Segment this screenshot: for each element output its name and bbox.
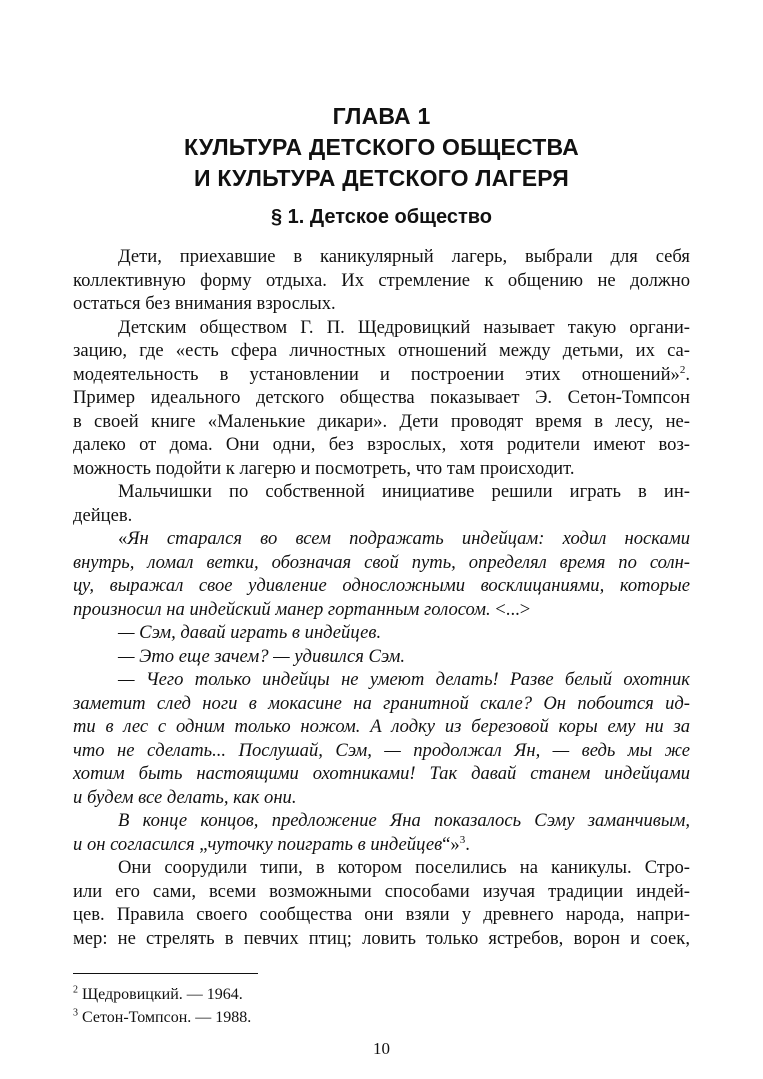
text-line: далеко от дома. Они одни, без взрослых, хотя родители имеют воз- bbox=[73, 434, 690, 455]
footnote-divider bbox=[73, 973, 258, 974]
text-line: коллективную форму отдыха. Их стремление к общению не должно bbox=[73, 269, 690, 291]
text-line: Они соорудили типи, в котором поселились на каникулы. Стро- bbox=[118, 857, 690, 878]
text-line: можность подойти к лагерю и посмотреть, что там происходит. bbox=[73, 457, 575, 479]
quote-line: В конце концов, предложение Яна показалось Сэму заманчивым, bbox=[118, 810, 690, 831]
footnotes bbox=[73, 983, 251, 1029]
text-line: цев. Правила своего сообщества они взяли у древнего народа, напри- bbox=[73, 904, 690, 925]
text-line: Дети, приехавшие в каникулярный лагерь, выбрали для себя bbox=[118, 246, 690, 267]
footnote: $^2$ Щедровицкий. — 1964. bbox=[73, 984, 243, 1003]
page-number: 10 bbox=[373, 1039, 390, 1058]
quote-line: что не сделать... Послушай, Сэм, — продолжал Ян, — ведь мы же bbox=[73, 739, 690, 761]
text-line: модеятельность в установлении и построении этих отношений»$^2$. bbox=[73, 363, 690, 385]
quote-line: «Ян старался во всем подражать индейцам: ходил носками bbox=[118, 528, 690, 549]
quote-line: — Это еще зачем? — удивился Сэм. bbox=[118, 645, 406, 667]
footnote-ref: 2 bbox=[679, 363, 686, 376]
quote-line: — Сэм, давай играть в индейцев. bbox=[118, 622, 382, 643]
text-line: зацию, где «есть сфера личностных отношений между детьми, их са- bbox=[73, 340, 690, 361]
quote-line: хотим быть настоящими охотниками! Так давай станем индейцами bbox=[73, 763, 690, 784]
quote-line: внутрь, ломал ветки, обозначая свой путь, определял время по солн- bbox=[73, 551, 690, 573]
chapter-title-line-1: КУЛЬТУРА ДЕТСКОГО ОБЩЕСТВА bbox=[184, 134, 579, 160]
quote-line: произносил на индейский манер гортанным голосом. <...> bbox=[73, 598, 531, 620]
text-line: Детским обществом Г. П. Щедровицкий называет такую органи- bbox=[118, 316, 690, 338]
quote-line: заметит след ноги в мокасине на гранитной скале? Он побоится ид- bbox=[73, 692, 690, 714]
text-line: дейцев. bbox=[73, 504, 133, 526]
text-line: в своей книге «Маленькие дикари». Дети проводят время в лесу, не- bbox=[73, 410, 690, 432]
chapter-heading bbox=[73, 101, 690, 194]
text-line: остаться без внимания взрослых. bbox=[73, 293, 336, 314]
footnote: $^3$ Сетон-Томпсон. — 1988. bbox=[73, 1007, 252, 1026]
section-heading: § 1. Детское общество bbox=[270, 206, 493, 228]
quote-line: и будем все делать, как они. bbox=[73, 786, 297, 808]
text-line: Пример идеального детского общества показывает Э. Сетон-Томпсон bbox=[73, 387, 690, 408]
quote-line: — Чего только индейцы не умеют делать! Разве белый охотник bbox=[118, 669, 690, 690]
quote-line: цу, выражал свое удивление односложными восклицаниями, которые bbox=[73, 575, 690, 596]
footnote-ref: 3 bbox=[459, 833, 466, 846]
book-page bbox=[73, 0, 690, 1079]
quote-line: и он согласился „чуточку поиграть в индейцев“»$^3$. bbox=[73, 833, 470, 855]
chapter-number: ГЛАВА 1 bbox=[332, 103, 431, 129]
text-line: Мальчишки по собственной инициативе решили играть в ин- bbox=[118, 481, 690, 502]
quote-line: ти в лес с одним только ножом. А лодку из березовой коры ему ни за bbox=[73, 716, 690, 737]
text-line: или его сами, всеми возможными способами изучая традиции индей- bbox=[73, 880, 690, 902]
chapter-title-line-2: И КУЛЬТУРА ДЕТСКОГО ЛАГЕРЯ bbox=[194, 165, 569, 191]
text-line: мер: не стрелять в певчих птиц; ловить только ястребов, ворон и соек, bbox=[73, 927, 690, 949]
body-text bbox=[73, 245, 690, 950]
